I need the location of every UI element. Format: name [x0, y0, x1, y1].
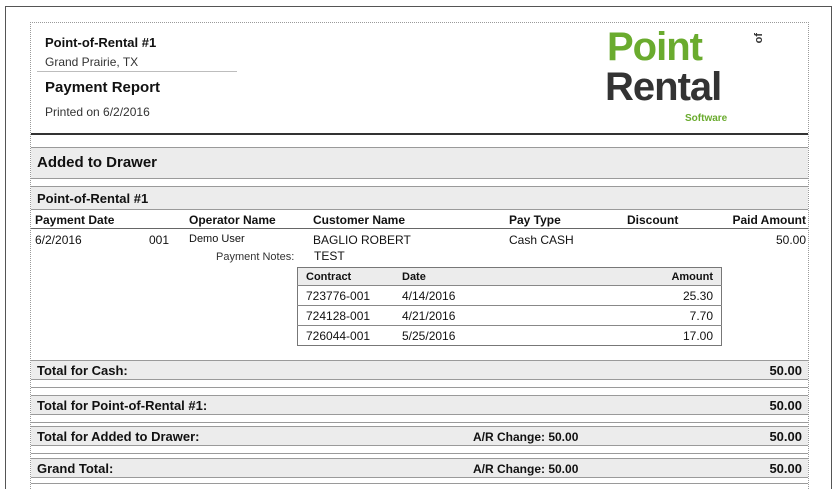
logo-point-text: Point	[607, 25, 702, 69]
col-pay-type: Pay Type	[509, 213, 561, 227]
contracts-table	[297, 267, 722, 346]
printed-date: Printed on 6/2/2016	[45, 105, 150, 119]
grand-total-value: 50.00	[769, 461, 802, 476]
column-header-rule	[31, 228, 808, 229]
contract-amount: 7.70	[572, 306, 721, 326]
contract-number: 723776-001	[298, 286, 395, 306]
grand-total-band	[31, 458, 808, 478]
header-divider	[37, 71, 237, 72]
payment-notes-value: TEST	[314, 249, 345, 263]
total-divider	[31, 387, 808, 388]
contract-number: 724128-001	[298, 306, 395, 326]
table-row	[298, 306, 722, 326]
total-drawer-label: Total for Added to Drawer:	[37, 429, 200, 444]
report-page	[30, 22, 809, 489]
total-drawer-ar-change: A/R Change: 50.00	[473, 430, 579, 444]
section-title: Added to Drawer	[37, 154, 158, 171]
total-group-band	[31, 395, 808, 415]
section-title-band	[31, 147, 808, 179]
company-name: Point-of-Rental #1	[45, 35, 157, 50]
total-drawer-value: 50.00	[769, 429, 802, 444]
payment-date: 6/2/2016	[35, 233, 82, 247]
total-drawer-band	[31, 426, 808, 446]
col-paid-amount: Paid Amount	[732, 213, 806, 227]
contract-date: 4/21/2016	[394, 306, 572, 326]
contract-amount: 17.00	[572, 326, 721, 346]
grand-total-ar-change: A/R Change: 50.00	[473, 462, 579, 476]
logo-rental-text: Rental	[605, 65, 722, 109]
logo-of-text: of	[753, 33, 765, 44]
contracts-header-row	[298, 268, 722, 286]
point-of-rental-logo	[605, 27, 765, 127]
payment-notes-label: Payment Notes:	[216, 251, 295, 263]
total-divider	[31, 453, 808, 454]
payment-number: 001	[149, 233, 170, 247]
total-divider	[31, 483, 808, 484]
contract-amount: 25.30	[572, 286, 721, 306]
col-payment-date: Payment Date	[35, 213, 115, 227]
total-cash-label: Total for Cash:	[37, 363, 128, 378]
logo-software-text: Software	[685, 113, 728, 124]
report-title: Payment Report	[45, 79, 161, 96]
payment-customer: BAGLIO ROBERT	[313, 233, 411, 247]
contract-number: 726044-001	[298, 326, 395, 346]
table-row	[298, 326, 722, 346]
contracts-col-amount: Amount	[572, 268, 721, 286]
total-group-label: Total for Point-of-Rental #1:	[37, 398, 208, 413]
payment-operator: Demo User	[189, 233, 245, 245]
col-discount: Discount	[627, 213, 679, 227]
total-divider	[31, 422, 808, 423]
contracts-col-date: Date	[394, 268, 572, 286]
contract-date: 4/14/2016	[394, 286, 572, 306]
group-band	[31, 186, 808, 210]
company-location: Grand Prairie, TX	[45, 55, 139, 69]
grand-total-label: Grand Total:	[37, 461, 114, 476]
payment-paid-amount: 50.00	[775, 233, 806, 247]
col-customer-name: Customer Name	[313, 213, 406, 227]
contracts-col-contract: Contract	[298, 268, 395, 286]
total-cash-value: 50.00	[769, 363, 802, 378]
contract-date: 5/25/2016	[394, 326, 572, 346]
col-operator-name: Operator Name	[189, 213, 276, 227]
payment-pay-type: Cash CASH	[509, 233, 574, 247]
header-rule	[31, 133, 808, 135]
total-group-value: 50.00	[769, 398, 802, 413]
table-row	[298, 286, 722, 306]
group-title: Point-of-Rental #1	[37, 191, 149, 206]
total-cash-band	[31, 360, 808, 380]
